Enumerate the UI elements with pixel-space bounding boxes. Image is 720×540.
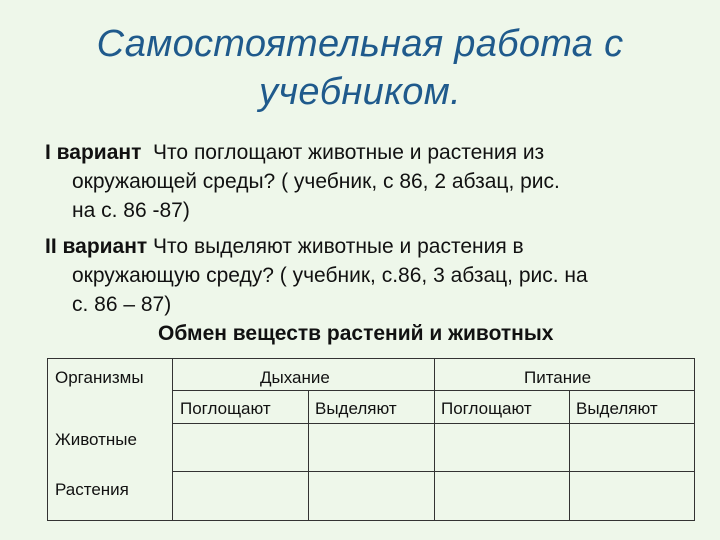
subheader-absorb-nutrition: Поглощают — [441, 399, 532, 418]
header-nutrition: Питание — [524, 368, 592, 387]
variant-1-text-1: Что поглощают животные и растения из — [153, 141, 545, 164]
variant-2-task — [45, 232, 695, 319]
header-breathing: Дыхание — [260, 368, 330, 387]
variant-2-label: II вариант — [45, 235, 148, 258]
variant-2-text-3: с. 86 – 87) — [72, 293, 172, 316]
metabolism-table — [47, 358, 695, 521]
title-line-1: Самостоятельная работа с — [96, 23, 624, 65]
header-organisms: Организмы — [55, 368, 144, 387]
table-border-left — [47, 358, 48, 521]
subheader-release-nutrition: Выделяют — [576, 399, 658, 418]
table-heading: Обмен веществ растений и животных — [158, 322, 554, 345]
cell-animals-release-nutrition[interactable] — [570, 424, 694, 471]
row-label-animals: Животные — [55, 430, 137, 449]
cell-plants-release-nutrition[interactable] — [570, 472, 694, 520]
cell-animals-absorb-breathing[interactable] — [173, 424, 308, 471]
variant-1-text-2: окружающей среды? ( учебник, с 86, 2 абзац, рис. — [72, 170, 560, 193]
table-border-bottom — [47, 520, 695, 521]
cell-plants-release-breathing[interactable] — [309, 472, 434, 520]
cell-animals-absorb-nutrition[interactable] — [435, 424, 569, 471]
variant-2-text-2: окружающую среду? ( учебник, с.86, 3 абзац, рис. на — [72, 264, 588, 287]
cell-animals-release-breathing[interactable] — [309, 424, 434, 471]
cell-plants-absorb-breathing[interactable] — [173, 472, 308, 520]
variant-2-text-1: Что выделяют животные и растения в — [153, 235, 524, 258]
subheader-absorb-breathing: Поглощают — [180, 399, 271, 418]
title-line-2: учебником. — [259, 71, 461, 113]
variant-1-label: I вариант — [45, 141, 142, 164]
table-border-top — [47, 358, 695, 359]
subheader-release-breathing: Выделяют — [315, 399, 397, 418]
variant-1-task — [45, 138, 695, 225]
table-border-right — [694, 358, 695, 521]
variant-1-text-3: на с. 86 -87) — [72, 199, 190, 222]
slide-title — [0, 20, 720, 116]
cell-plants-absorb-nutrition[interactable] — [435, 472, 569, 520]
variant-1-line-1 — [45, 138, 695, 167]
row-label-plants: Растения — [55, 480, 129, 499]
variant-2-line-1 — [45, 232, 695, 261]
